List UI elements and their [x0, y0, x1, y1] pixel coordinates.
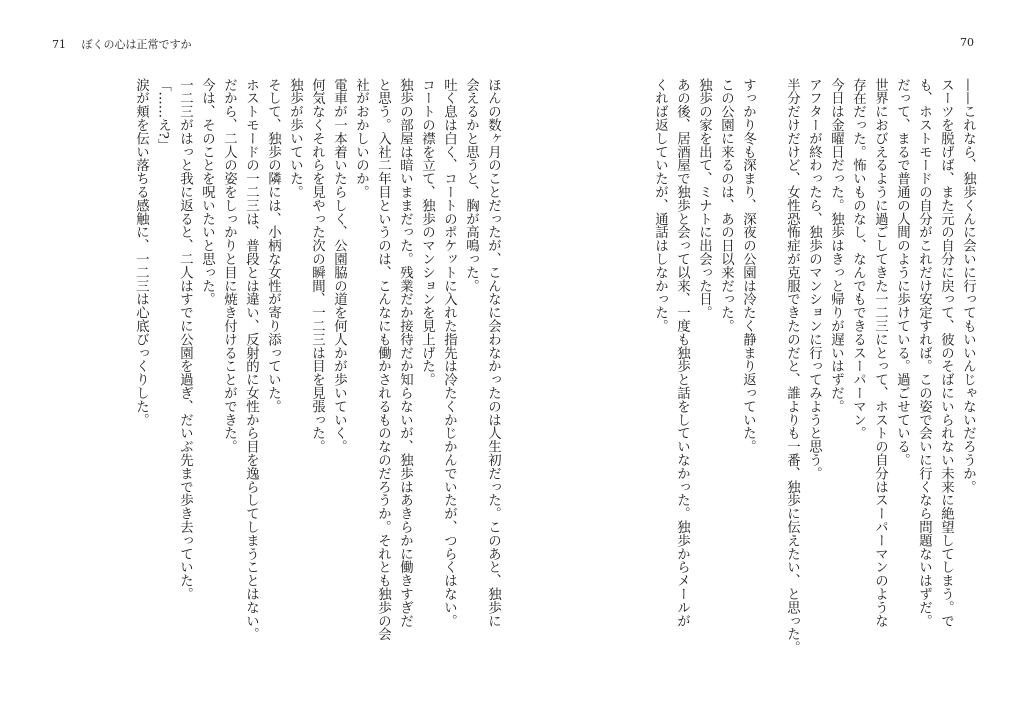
text-line: アフターが終わったら、独歩のマンションに行ってみようと思う。	[806, 78, 822, 480]
text-line: 「……え?」	[155, 78, 171, 153]
text-line: スーツを脱げば、また元の自分に戻って、彼のそばにいられない未来に絶望してしまう。で	[938, 78, 954, 628]
text-line: 吐く息は白く、コートのポケットに入れた指先は冷たくかじかんでいたが、つらくはない。	[441, 78, 457, 628]
running-head: ぼくの心は正常ですか	[81, 38, 192, 51]
text-line: 独歩の部屋は暗いままだった。残業だか接待だか知らないが、独歩はあきらかに働きすぎだ	[397, 78, 413, 628]
text-line: 何気なくそれらを見やった次の瞬間、一二三は目を見張った。	[309, 78, 325, 454]
right-page-number: 70	[960, 36, 974, 49]
text-line: 一二三がはっと我に返ると、二人はすでに公園を過ぎ、だいぶ先まで歩き去っていた。	[177, 78, 193, 601]
right-page-header	[960, 36, 986, 49]
text-line: すっかり冬も深まり、深夜の公園は冷たく静まり返っていた。	[740, 78, 756, 454]
left-page-header	[52, 36, 192, 52]
text-line: くれば返していたが、通話はしなかった。	[652, 78, 668, 333]
text-line: 会えるかと思うと、胸が高鳴った。	[463, 78, 479, 293]
text-line: 今は、そのことを呪いたいと思った。	[199, 78, 215, 306]
left-page-number: 71	[52, 38, 66, 51]
text-line: だって、まるで普通の人間のように歩けている。過ごせている。	[894, 78, 910, 467]
text-line: 半分だけだけど、女性恐怖症が克服できたのだと、誰よりも一番、独歩に伝えたい、と思った。	[784, 78, 800, 655]
text-line: 世界におびえるように過ごしてきた一二三にとって、ホストの自分はスーパーマンのような	[872, 78, 888, 628]
text-line: 存在だった。怖いものなし、なんでもできるスーパーマン。	[850, 78, 866, 440]
text-line: 電車が一本着いたらしく、公園脇の道を何人かが歩いていく。	[331, 78, 347, 454]
text-line: も、ホストモードの自分がこれだけ安定すれば。この姿で会いに行くなら問題ないはずだ。	[916, 78, 932, 628]
text-line: と思う。入社二年目というのは、こんなにも働かされるものなのだろうか。それとも独歩の会	[375, 78, 391, 641]
text-line: 独歩の家を出て、ミナトに出会った日。	[696, 78, 712, 320]
text-line: ホストモードの一二三は、普段とは違い、反射的に女性から目を逸らしてしまうことはない。	[243, 78, 259, 641]
text-line: ほんの数ヶ月のことだったが、こんなに会わなかったのは人生初だった。このあと、独歩に	[485, 78, 501, 628]
text-line: あの後、居酒屋で独歩と会って以来、一度も独歩と話をしていなかった。独歩からメールが	[674, 78, 690, 628]
text-line: 涙が頬を伝い落ちる感触に、一二三は心底びっくりした。	[133, 78, 149, 427]
text-line: ——これなら、独歩くんに会いに行ってもいいんじゃないだろうか。	[960, 78, 976, 494]
text-line: 社がおかしいのか。	[353, 78, 369, 199]
text-line: 独歩が歩いていた。	[287, 78, 303, 199]
text-line: そして、独歩の隣には、小柄な女性が寄り添っていた。	[265, 78, 281, 413]
text-line: コートの襟を立て、独歩のマンションを見上げた。	[419, 78, 435, 387]
text-line: だから、二人の姿をしっかりと目に焼き付けることができた。	[221, 78, 237, 454]
text-line: この公園に来るのは、あの日以来だった。	[718, 78, 734, 333]
text-line: 今日は金曜日だった。独歩はきっと帰りが遅いはずだ。	[828, 78, 844, 413]
